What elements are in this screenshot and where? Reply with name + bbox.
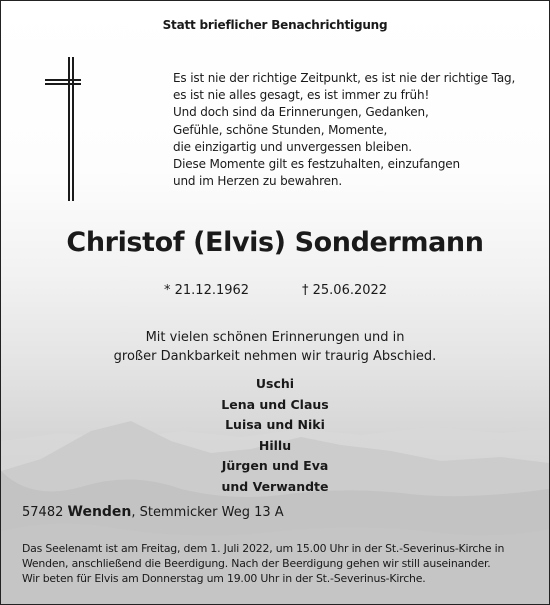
mourner: Lena und Claus (221, 396, 329, 412)
poem-line: die einzigartig und unvergessen bleiben. (173, 139, 412, 154)
address (22, 504, 284, 520)
poem-line: Diese Momente gilt es festzuhalten, einzufangen (173, 157, 460, 172)
mourner: Jürgen und Eva (221, 458, 329, 473)
city: Wenden (67, 504, 132, 520)
farewell-line: großer Dankbarkeit nehmen wir traurig Abschied. (113, 349, 437, 364)
birth-date: * 21.12.1962 (164, 283, 250, 298)
poem-line: und im Herzen zu bewahren. (173, 174, 342, 189)
death-date: † 25.06.2022 (302, 283, 388, 298)
poem-line: Es ist nie der richtige Zeitpunkt, es ist nie der richtige Tag, (173, 71, 516, 85)
mourners-list (1, 374, 549, 497)
notice-line: Wir beten für Elvis am Donnerstag um 19.00 Uhr in der St.-Severinus-Kirche. (22, 572, 426, 585)
street: , Stemmicker Weg 13 A (131, 505, 284, 520)
mourner: und Verwandte (221, 478, 329, 494)
mourner: Hillu (258, 437, 292, 453)
poem-line: es ist nie alles gesagt, es ist immer zu früh! (173, 88, 430, 103)
poem-line: Gefühle, schöne Stunden, Momente, (173, 122, 388, 137)
poem (173, 70, 533, 190)
header-notice: Statt brieflicher Benachrichtigung (162, 18, 388, 32)
farewell-message (1, 328, 549, 366)
service-notice (22, 541, 537, 586)
mourner: Uschi (255, 376, 295, 391)
mourner: Luisa und Niki (225, 417, 325, 432)
notice-line: Das Seelenamt ist am Freitag, dem 1. Juli 2022, um 15.00 Uhr in der St.-Severinus-Kirche in (22, 542, 505, 555)
poem-line: Und doch sind da Erinnerungen, Gedanken, (173, 105, 429, 120)
notice-line: Wenden, anschließend die Beerdigung. Nach der Beerdigung gehen wir still auseinander. (22, 557, 491, 570)
deceased-name: Christof (Elvis) Sondermann (66, 227, 484, 258)
latin-cross-icon (45, 57, 81, 201)
postcode: 57482 (22, 505, 64, 520)
farewell-line: Mit vielen schönen Erinnerungen und in (145, 330, 405, 345)
